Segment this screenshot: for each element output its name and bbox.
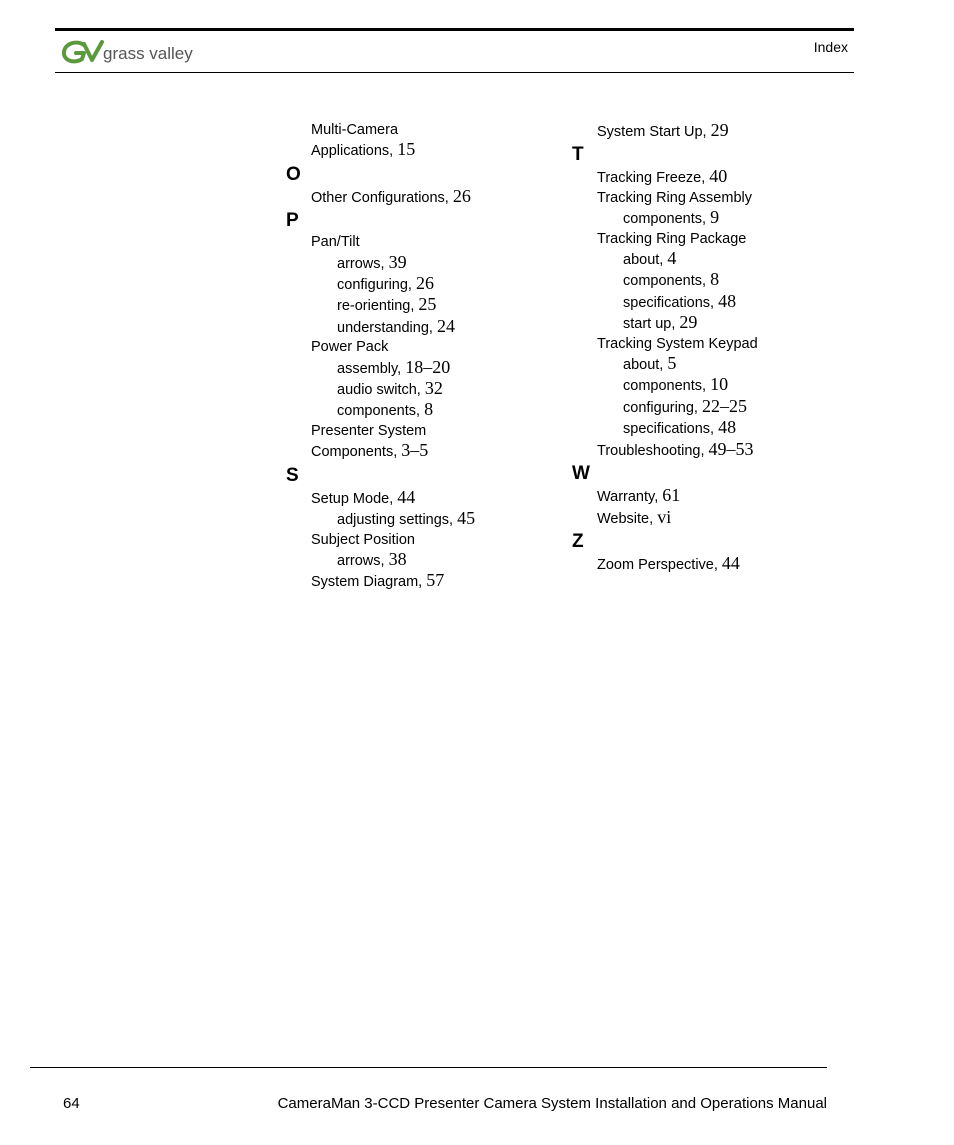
index-subentry — [286, 253, 556, 274]
index-entry-text: Pan/Tilt — [311, 234, 360, 251]
index-entry-text: Zoom Perspective, — [597, 556, 722, 573]
index-entry — [286, 571, 556, 592]
index-entry-text: Presenter System — [311, 422, 427, 439]
index-entry — [572, 121, 852, 142]
index-page-ref[interactable]: 25 — [418, 294, 437, 315]
index-entry-text: audio switch, — [337, 382, 425, 399]
index-entry-text: Tracking Ring Package — [597, 230, 747, 247]
index-entry-text: System Start Up, — [597, 124, 711, 140]
index-subentry — [286, 379, 556, 400]
index-entry — [286, 488, 556, 509]
index-subentry — [286, 358, 556, 379]
index-entry-text: Tracking Ring Assembly — [597, 189, 752, 206]
index-letter-heading: S — [286, 464, 299, 486]
index-entry-text: re-orienting, — [337, 298, 419, 315]
index-entry-text: components, — [623, 273, 711, 290]
index-letter-heading: T — [572, 144, 584, 166]
index-entry — [286, 531, 556, 550]
index-entry-text: components, — [623, 378, 711, 395]
index-subentry — [572, 249, 852, 270]
index-subentry — [572, 354, 852, 375]
index-entry — [286, 441, 556, 462]
index-entry-text: components, — [337, 403, 425, 420]
index-page-ref[interactable]: 10 — [710, 374, 729, 395]
index-entry — [286, 422, 556, 441]
index-subentry — [572, 418, 852, 439]
index-entry — [572, 335, 852, 354]
index-entry-text: understanding, — [337, 319, 437, 336]
index-page-ref[interactable]: 40 — [709, 166, 728, 187]
index-entry — [286, 338, 556, 357]
index-subentry — [286, 274, 556, 295]
index-column-right — [572, 121, 852, 575]
index-subentry — [572, 375, 852, 396]
index-column-left — [286, 121, 556, 593]
index-letter-heading: W — [572, 463, 590, 485]
index-entry-text: arrows, — [337, 552, 389, 569]
index-subentry — [572, 397, 852, 418]
index-entry — [286, 140, 556, 161]
index-page-ref[interactable]: 26 — [416, 273, 434, 294]
index-page-ref[interactable]: vi — [657, 506, 672, 527]
index-entry-text: start up, — [623, 316, 680, 333]
header-top-rule — [55, 28, 854, 31]
index-entry-text: Components, — [311, 444, 402, 461]
index-entry-text: Subject Position — [311, 531, 415, 548]
index-page-ref[interactable]: 5 — [667, 353, 677, 374]
index-entry — [572, 554, 852, 575]
index-entry-text: arrows, — [337, 255, 389, 272]
index-entry-text: Troubleshooting, — [597, 442, 709, 459]
index-page-ref[interactable]: 44 — [721, 552, 740, 573]
index-subentry — [572, 292, 852, 313]
index-subentry — [286, 550, 556, 571]
index-page-ref[interactable]: 18–20 — [405, 356, 451, 377]
index-page-ref[interactable]: 48 — [718, 290, 737, 311]
index-entry-text: configuring, — [623, 399, 702, 416]
footer-manual-title: CameraMan 3-CCD Presenter Camera System Installation and Operations Manual — [277, 1095, 827, 1112]
index-subentry — [286, 317, 556, 338]
index-page-ref[interactable]: 22–25 — [702, 395, 747, 416]
index-page-ref[interactable]: 26 — [452, 185, 471, 206]
index-entry-text: Power Pack — [311, 339, 389, 356]
index-letter-heading: Z — [572, 530, 584, 552]
index-page-ref[interactable]: 45 — [457, 508, 476, 529]
footer-page-number: 64 — [63, 1095, 80, 1112]
index-entry — [572, 486, 852, 507]
index-page-ref[interactable]: 38 — [388, 548, 407, 569]
index-entry — [286, 187, 556, 208]
index-entry-text: Website, — [597, 510, 658, 527]
index-page-ref[interactable]: 4 — [667, 248, 677, 269]
index-page-ref[interactable]: 49–53 — [708, 438, 754, 459]
index-page-ref[interactable]: 8 — [710, 269, 720, 290]
index-subentry — [286, 400, 556, 421]
index-entry-text: adjusting settings, — [337, 512, 458, 529]
index-entry — [572, 230, 852, 249]
index-entry — [286, 233, 556, 252]
index-entry-text: Tracking System Keypad — [597, 335, 758, 352]
index-letter-heading: P — [286, 210, 299, 232]
index-entry-text: components, — [623, 211, 711, 228]
index-page-ref[interactable]: 57 — [426, 570, 445, 591]
index-page-ref[interactable]: 29 — [710, 120, 729, 140]
index-entry — [572, 167, 852, 188]
index-page-ref[interactable]: 8 — [424, 399, 434, 420]
index-entry-text: configuring, — [337, 277, 416, 294]
index-entry-text: System Diagram, — [311, 574, 427, 591]
index-letter-heading: O — [286, 163, 301, 185]
index-page-ref[interactable]: 61 — [662, 485, 681, 506]
index-entry-text: Multi-Camera — [311, 122, 399, 138]
index-entry — [286, 121, 556, 140]
index-page-ref[interactable]: 48 — [718, 417, 737, 438]
index-entry-text: Warranty, — [597, 489, 663, 506]
index-entry — [572, 440, 852, 461]
index-entry-text: Applications, — [311, 143, 398, 160]
header-title: Index — [813, 39, 848, 55]
index-page-ref[interactable]: 24 — [436, 315, 455, 336]
index-page-ref[interactable]: 29 — [679, 312, 698, 333]
index-entry-text: assembly, — [337, 360, 406, 377]
index-page-ref[interactable]: 44 — [397, 486, 416, 507]
index-entry — [572, 189, 852, 208]
header-bottom-rule — [55, 72, 854, 73]
index-page-ref[interactable]: 3–5 — [401, 440, 429, 461]
index-page-ref[interactable]: 15 — [397, 139, 416, 160]
index-page-ref[interactable]: 32 — [424, 378, 443, 399]
index-subentry — [572, 270, 852, 291]
index-page-ref[interactable]: 39 — [388, 251, 407, 272]
index-entry-text: Other Configurations, — [311, 189, 453, 206]
index-subentry — [286, 509, 556, 530]
index-subentry — [286, 295, 556, 316]
footer-rule — [30, 1067, 827, 1068]
index-entry-text: about, — [623, 252, 668, 269]
index-entry-text: about, — [623, 357, 668, 374]
index-subentry — [572, 313, 852, 334]
logo-wordmark: grass valley — [103, 44, 193, 63]
index-entry-text: specifications, — [623, 294, 719, 311]
grass-valley-logo — [62, 38, 212, 68]
index-entry-text: Tracking Freeze, — [597, 170, 710, 187]
index-subentry — [572, 208, 852, 229]
index-entry — [572, 508, 852, 529]
index-entry-text: specifications, — [623, 421, 719, 438]
index-entry-text: Setup Mode, — [311, 490, 398, 507]
index-page-ref[interactable]: 9 — [710, 207, 720, 228]
